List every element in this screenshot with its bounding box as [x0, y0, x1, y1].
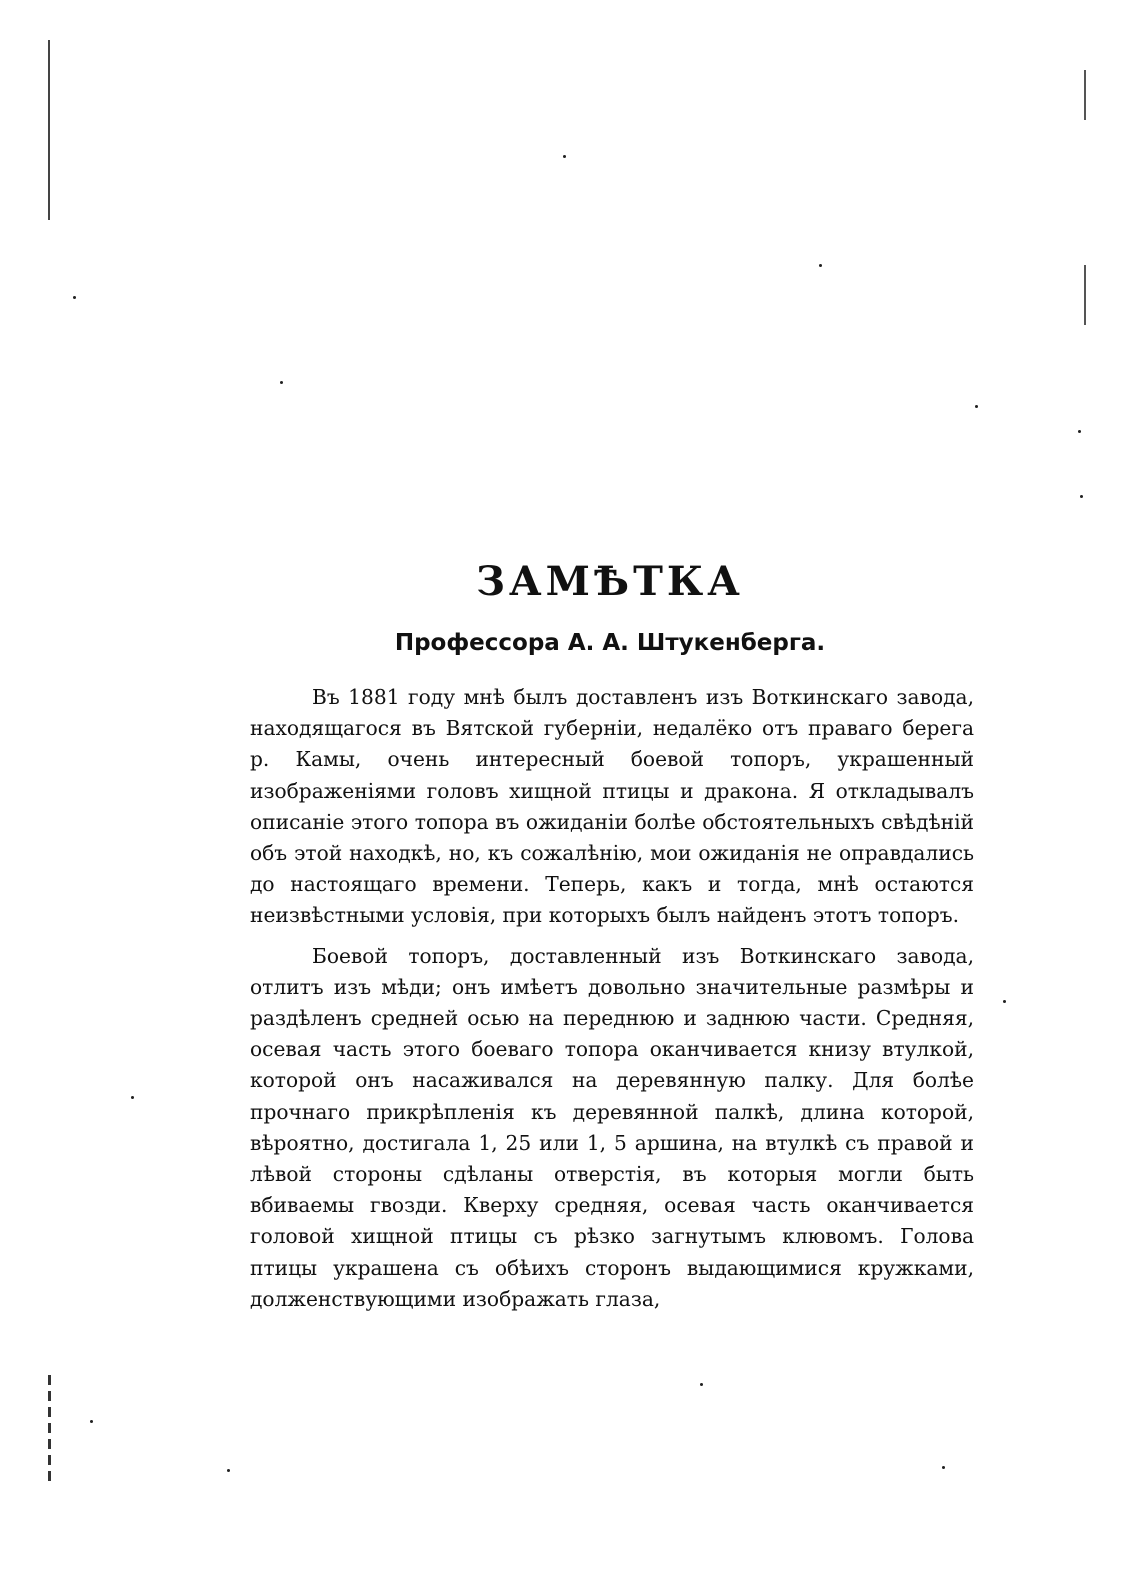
scan-speck — [942, 1466, 945, 1469]
paragraph: Въ 1881 году мнѣ былъ доставленъ изъ Воткинскаго завода, находящагося въ Вятской губерніи, недалёко отъ праваго берега р. Камы, очень интересный боевой топоръ, украшенный изображеніями головъ хищной птицы и дракона. Я откладывалъ описаніе этого топора въ ожиданіи болѣе обстоятельныхъ свѣдѣній объ этой находкѣ, но, къ сожалѣнію, мои ожиданія не оправдались до настоящаго времени. Теперь, какъ и тогда, мнѣ остаются неизвѣстными условія, при которыхъ былъ найденъ этотъ топоръ. — [250, 685, 974, 928]
scan-speck — [227, 1469, 230, 1472]
scan-speck — [131, 1096, 134, 1099]
scan-speck — [563, 155, 566, 158]
document-title: ЗАМѢТКА — [476, 558, 744, 605]
author-line: Профессора А. А. Штукенберга. — [394, 630, 826, 656]
body-text — [250, 682, 974, 1324]
scan-speck — [1080, 495, 1083, 498]
scan-speck — [819, 264, 822, 267]
scan-speck — [280, 381, 283, 384]
paragraph: Боевой топоръ, доставленный изъ Воткинскаго завода, отлитъ изъ мѣди; онъ имѣетъ довольно значительные размѣры и раздѣленъ средней осью на переднюю и заднюю части. Средняя, осевая часть этого боеваго топора оканчивается книзу втулкой, которой онъ насаживался на деревянную палку. Для болѣе прочнаго прикрѣпленія къ деревянной палкѣ, длина которой, вѣроятно, достигала 1, 25 или 1, 5 аршина, на втулкѣ съ правой и лѣвой стороны сдѣланы отверстія, въ которыя могли быть вбиваемы гвозди. Кверху средняя, осевая часть оканчивается головой хищной птицы съ рѣзко загнутымъ клювомъ. Голова птицы украшена съ обѣихъ сторонъ выдающимися кружками, долженствующими изображать глаза, — [250, 943, 974, 1311]
scan-edge-mark — [1084, 265, 1086, 325]
scan-speck — [1003, 1000, 1006, 1003]
scan-speck — [73, 296, 76, 299]
scan-speck — [700, 1383, 703, 1386]
scan-edge-mark — [1084, 70, 1086, 120]
scan-edge-mark — [48, 1375, 51, 1485]
scan-speck — [1078, 430, 1081, 433]
scan-speck — [975, 405, 978, 408]
scan-edge-mark — [48, 40, 50, 220]
scan-speck — [90, 1420, 93, 1423]
